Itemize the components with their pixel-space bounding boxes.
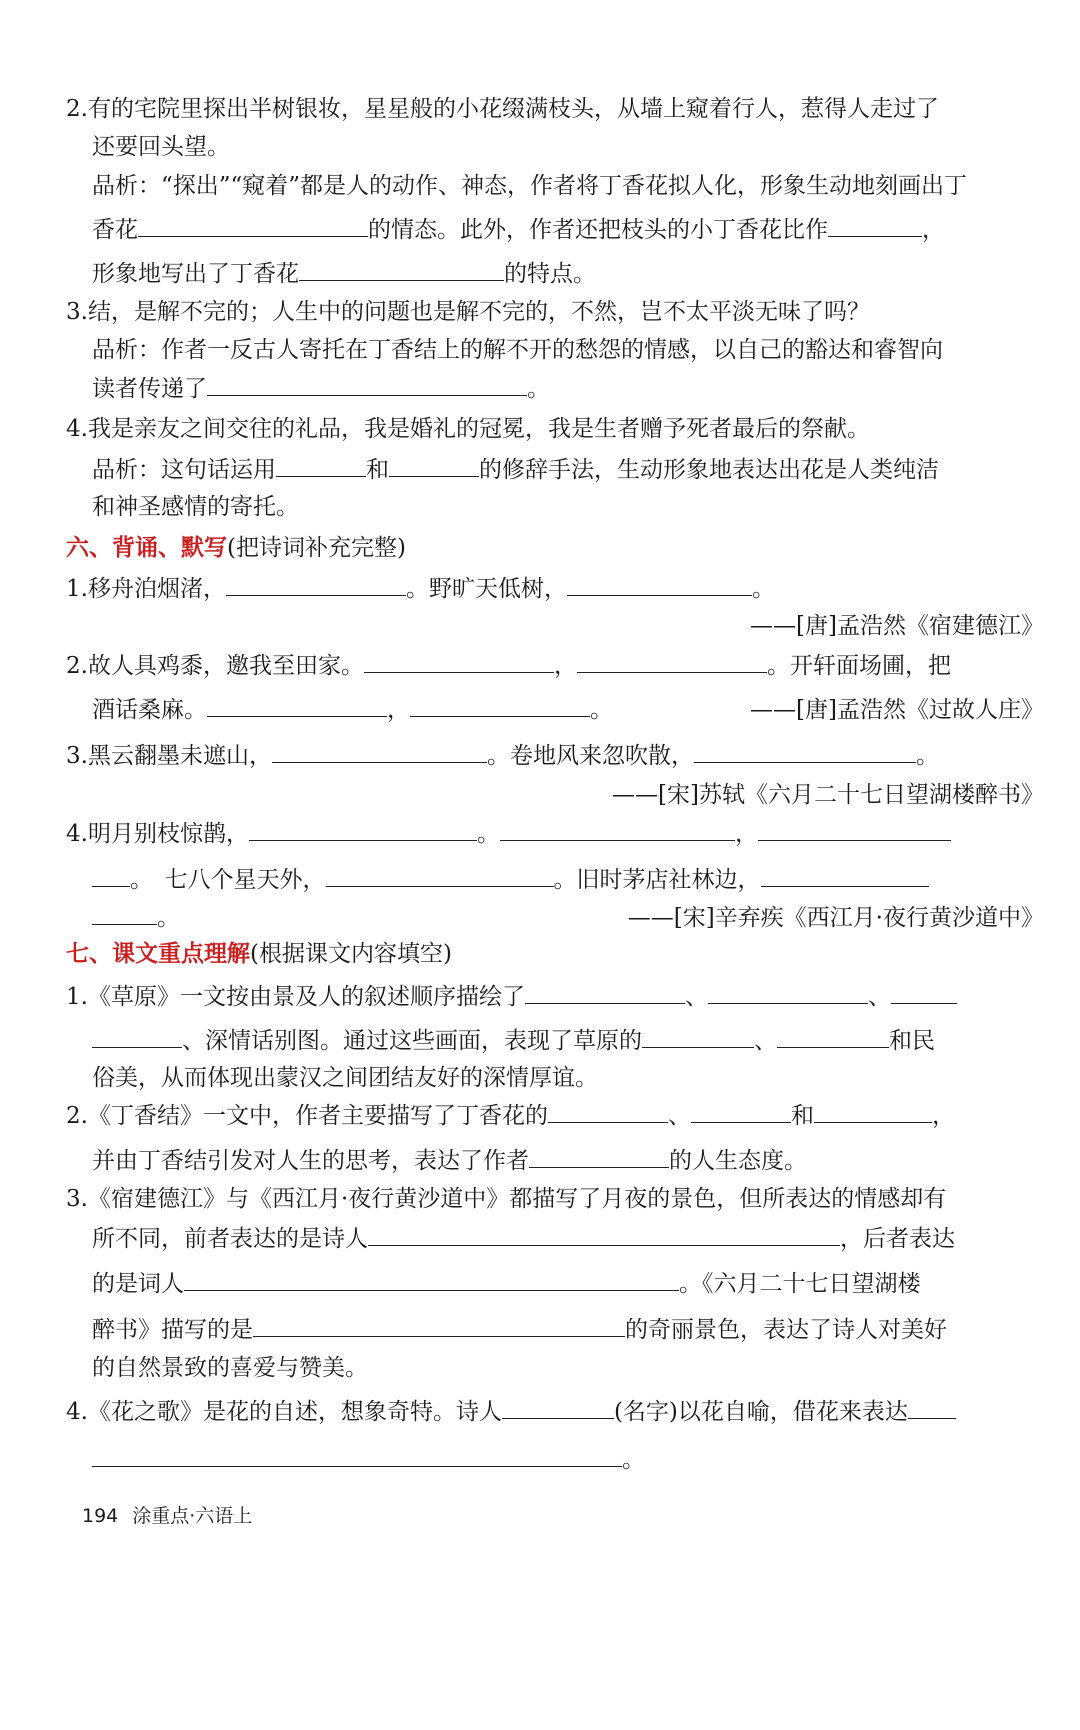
item-text: 的是词人 — [92, 1271, 184, 1297]
poem-4-line2 — [92, 864, 1080, 896]
answer-blank[interactable] — [364, 650, 554, 673]
item-text: 、 — [754, 1028, 777, 1054]
answer-blank[interactable] — [828, 214, 922, 237]
poem-text: 4.明月别枝惊鹊， — [66, 821, 249, 847]
s7-item3-line2 — [92, 1223, 1080, 1255]
answer-blank[interactable] — [548, 1100, 668, 1123]
poem-2-line1 — [66, 650, 1080, 682]
poem-4-source: ——[宋]辛弃疾《西江月·夜行黄沙道中》 — [627, 905, 1044, 931]
s7-item4-line1 — [66, 1396, 1080, 1428]
item-text: 和 — [790, 1103, 814, 1129]
s7-item4-line2 — [92, 1444, 1080, 1476]
poem-text: 。野旷天低树， — [405, 576, 567, 602]
poem-text: 。开轩面场圃，把 — [766, 653, 951, 679]
answer-blank[interactable] — [577, 650, 767, 673]
item-text: 。《六月二十七日望湖楼 — [679, 1271, 921, 1297]
answer-blank[interactable] — [525, 981, 685, 1004]
s7-item3-line3 — [92, 1268, 1080, 1300]
q2-analysis-text: 形象地写出了丁香花 — [92, 261, 299, 287]
q3-analysis-text: 读者传递了 — [92, 376, 207, 402]
item-text: 和民 — [889, 1028, 935, 1054]
q2-analysis-text: ， — [922, 217, 945, 243]
item-text: 的奇丽景色，表达了诗人对美好 — [625, 1317, 947, 1343]
item-text: 4.《花之歌》是花的自述，想象奇特。诗人 — [66, 1399, 502, 1425]
s7-item3-line5: 的自然景致的喜爱与赞美。 — [92, 1355, 368, 1381]
q4-analysis-text: 品析：这句话运用 — [92, 457, 276, 483]
s7-item1-line2 — [92, 1025, 1080, 1057]
answer-blank[interactable] — [410, 694, 590, 717]
q3-analysis-line2 — [92, 373, 1080, 405]
answer-blank[interactable] — [272, 740, 487, 763]
answer-blank[interactable] — [529, 1145, 669, 1168]
item-text: 醉书》描写的是 — [92, 1317, 253, 1343]
section-7-heading — [66, 938, 1080, 970]
answer-blank[interactable] — [226, 573, 406, 596]
section-6-heading — [66, 532, 1080, 564]
q2-analysis-text: 的特点。 — [504, 261, 596, 287]
answer-blank[interactable] — [694, 740, 916, 763]
item-text: 的人生态度。 — [669, 1148, 807, 1174]
answer-blank[interactable] — [502, 1396, 614, 1419]
answer-blank[interactable] — [276, 454, 366, 477]
section-7-note: (根据课文内容填空) — [250, 941, 452, 967]
answer-blank[interactable] — [368, 1223, 840, 1246]
poem-1-line — [66, 573, 1080, 605]
answer-blank[interactable] — [92, 902, 157, 925]
s7-item2-line1 — [66, 1100, 1080, 1132]
item-text: 、 — [667, 1103, 691, 1129]
section-6-note: (把诗词补充完整) — [227, 535, 406, 561]
item-text: ， — [931, 1103, 955, 1129]
item-text: 。 — [622, 1447, 645, 1473]
answer-blank[interactable] — [500, 818, 735, 841]
poem-text: 酒话桑麻。 — [92, 697, 207, 723]
s7-item1-line1 — [66, 981, 1080, 1013]
poem-text: ， — [387, 697, 410, 723]
poem-text: ， — [734, 821, 758, 847]
answer-blank[interactable] — [777, 1025, 889, 1048]
poem-text: 。 七八个星天外， — [130, 867, 326, 893]
q3-text-line1: 3.结，是解不完的；人生中的问题也是解不完的，不然，岂不太平淡无味了吗？ — [66, 299, 870, 325]
poem-text: 。 — [590, 697, 613, 723]
q2-analysis-text: 香花 — [92, 217, 138, 243]
answer-blank[interactable] — [326, 864, 554, 887]
answer-blank[interactable] — [814, 1100, 932, 1123]
section-7-title: 七、课文重点理解 — [66, 940, 250, 967]
poem-text: 。旧时茅店社林边， — [553, 867, 761, 893]
q4-analysis-text: 的修辞手法，生动形象地表达出花是人类纯洁 — [479, 457, 939, 483]
poem-text: 2.故人具鸡黍，邀我至田家。 — [66, 653, 364, 679]
q3-analysis-line1: 品析：作者一反古人寄托在丁香结上的解不开的愁怨的情感，以自己的豁达和睿智向 — [92, 337, 943, 363]
poem-3-line — [66, 740, 1080, 772]
poem-3-source: ——[宋]苏轼《六月二十七日望湖楼醉书》 — [612, 782, 1044, 808]
answer-blank[interactable] — [184, 1268, 679, 1291]
item-text: 并由丁香结引发对人生的思考，表达了作者 — [92, 1148, 529, 1174]
poem-text: 。 — [751, 576, 775, 602]
answer-blank[interactable] — [207, 373, 527, 396]
answer-blank[interactable] — [708, 981, 868, 1004]
s7-item1-line3: 俗美，从而体现出蒙汉之间团结友好的深情厚谊。 — [92, 1065, 598, 1091]
item-text: ，后者表达 — [840, 1226, 955, 1252]
poem-text: 。 — [915, 743, 939, 769]
answer-blank[interactable] — [758, 818, 951, 841]
q4-analysis-text: 和 — [366, 457, 389, 483]
page-number: 194 — [82, 1505, 119, 1527]
q4-text-line1: 4.我是亲友之间交往的礼品，我是婚礼的冠冕，我是生者赠予死者最后的祭献。 — [66, 416, 870, 442]
answer-blank[interactable] — [691, 1100, 791, 1123]
answer-blank[interactable] — [92, 864, 130, 887]
q2-text-line2: 还要回头望。 — [92, 134, 230, 160]
item-text: 所不同，前者表达的是诗人 — [92, 1226, 368, 1252]
answer-blank[interactable] — [249, 818, 477, 841]
item-text: 、深情话别图。通过这些画面，表现了草原的 — [182, 1028, 642, 1054]
answer-blank[interactable] — [92, 1025, 182, 1048]
answer-blank[interactable] — [761, 864, 929, 887]
q2-analysis-line3 — [92, 258, 1080, 290]
answer-blank[interactable] — [207, 694, 387, 717]
answer-blank[interactable] — [908, 1396, 956, 1419]
poem-text: 。 — [157, 905, 180, 931]
section-6-title: 六、背诵、默写 — [66, 534, 227, 561]
poem-2-source: ——[唐]孟浩然《过故人庄》 — [750, 697, 1044, 723]
answer-blank[interactable] — [642, 1025, 754, 1048]
poem-text: 。卷地风来忽吹散， — [486, 743, 694, 769]
answer-blank[interactable] — [92, 1444, 622, 1467]
poem-text: 1.移舟泊烟渚， — [66, 576, 226, 602]
book-title: 涂重点·六语上 — [132, 1505, 253, 1527]
q2-analysis-line2 — [92, 214, 1080, 246]
answer-blank[interactable] — [891, 981, 957, 1004]
answer-blank[interactable] — [253, 1314, 625, 1337]
page-footer — [82, 1500, 1080, 1532]
answer-blank[interactable] — [567, 573, 752, 596]
answer-blank[interactable] — [138, 214, 368, 237]
poem-4-line1 — [66, 818, 1080, 850]
s7-item2-line2 — [92, 1145, 1080, 1177]
s7-item3-line4 — [92, 1314, 1080, 1346]
item-text: 、 — [867, 984, 891, 1010]
answer-blank[interactable] — [299, 258, 504, 281]
q2-text-line1: 2.有的宅院里探出半树银妆，星星般的小花缀满枝头，从墙上窥着行人，惹得人走过了 — [66, 96, 939, 122]
answer-blank[interactable] — [389, 454, 479, 477]
q2-analysis-text: 的情态。此外，作者还把枝头的小丁香花比作 — [368, 217, 828, 243]
q4-analysis-line2: 和神圣感情的寄托。 — [92, 494, 299, 520]
poem-text: 。 — [476, 821, 500, 847]
q4-analysis-line1 — [92, 454, 1080, 486]
item-text: (名字)以花自喻，借花来表达 — [613, 1399, 908, 1425]
s7-item3-line1: 3.《宿建德江》与《西江月·夜行黄沙道中》都描写了月夜的景色，但所表达的情感却有 — [66, 1186, 947, 1212]
item-text: 1.《草原》一文按由景及人的叙述顺序描绘了 — [66, 984, 525, 1010]
poem-1-source: ——[唐]孟浩然《宿建德江》 — [750, 613, 1044, 639]
item-text: 、 — [684, 984, 708, 1010]
q3-analysis-text: 。 — [527, 376, 550, 402]
item-text: 2.《丁香结》一文中，作者主要描写了丁香花的 — [66, 1103, 548, 1129]
poem-text: 3.黑云翻墨未遮山， — [66, 743, 272, 769]
q2-analysis-line1: 品析：“探出”“窥着”都是人的动作、神态，作者将丁香花拟人化，形象生动地刻画出丁 — [92, 173, 968, 199]
poem-text: ， — [553, 653, 577, 679]
